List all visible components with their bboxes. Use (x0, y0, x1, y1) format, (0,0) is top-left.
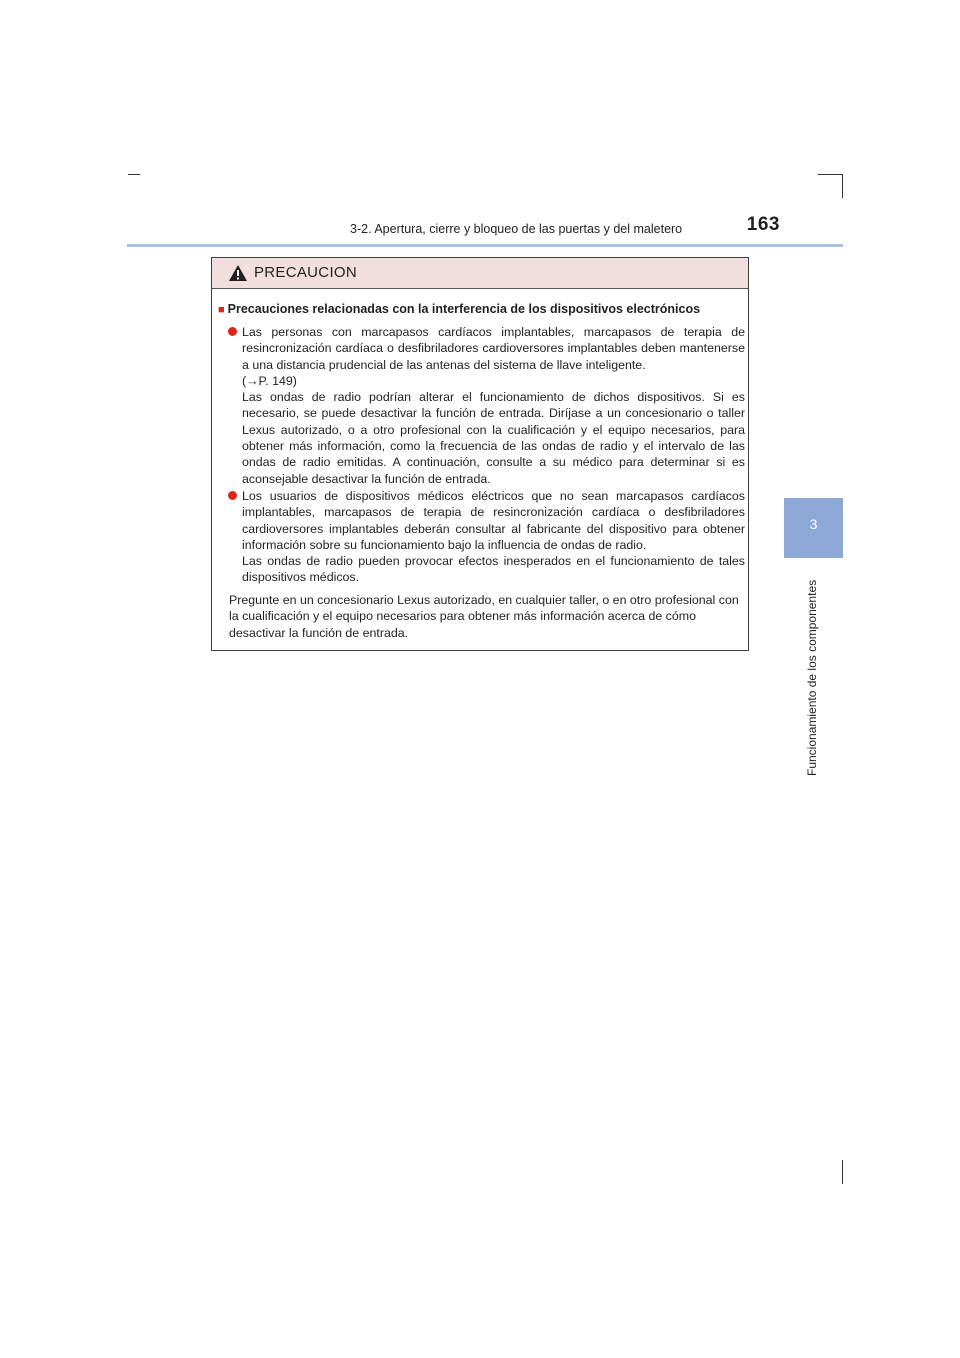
bullet-item (242, 488, 745, 586)
chapter-label: Funcionamiento de los componentes (805, 579, 819, 776)
bullet-item (242, 324, 745, 487)
warning-title: PRECAUCION (254, 264, 358, 281)
warning-triangle-icon (228, 264, 248, 282)
bullet-paragraph: Los usuarios de dispositivos médicos eléctricos que no sean marcapasos cardíacos implantables, marcapasos de terapia de resincronización cardíaca o desfibriladores cardioversores implantables deberán consultar al fabricante del dispositivo para obtener información sobre su funcionamiento bajo la influencia de ondas de radio. (242, 489, 745, 552)
page-number: 163 (746, 214, 780, 235)
bullet-paragraph: Las ondas de radio pueden provocar efectos inesperados en el funcionamiento de tales dispositivos médicos. (242, 554, 745, 585)
closing-text: Pregunte en un concesionario Lexus autorizado, en cualquier taller, o en otro profesional con la cualificación y el equipo necesarios para obtener más información acerca de cómo desactivar la función de entrada. (229, 593, 739, 640)
warning-header (212, 258, 748, 289)
bullet-dot-icon (228, 491, 237, 500)
square-bullet-icon: ■ (218, 304, 225, 316)
chapter-label-wrap (805, 566, 825, 776)
crop-mark (128, 174, 140, 175)
crop-mark (842, 1160, 843, 1184)
crop-mark (842, 174, 843, 198)
bullet-dot-icon (228, 327, 237, 336)
page-reference: (→P. 149) (242, 373, 297, 388)
bullet-paragraph: Las personas con marcapasos cardíacos implantables, marcapasos de terapia de resincronización cardíaca o desfibriladores cardioversores implantables deben mantenerse a una distancia prudencial de las antenas del sistema de llave inteligente. (242, 325, 745, 372)
section-heading-text: Precauciones relacionadas con la interferencia de los dispositivos electrónicos (227, 302, 701, 316)
chapter-tab (784, 498, 843, 558)
bullet-paragraph: Las ondas de radio podrían alterar el funcionamiento de dichos dispositivos. Si es necesario, se puede desactivar la función de entrada. Diríjase a un concesionario o taller Lexus autorizado, o a otro profesional con la cualificación y el equipo necesarios, para obtener más información, como la frecuencia de las ondas de radio y el intervalo de las ondas de radio emitidas. A continuación, consulte a su médico para determinar si es aconsejable desactivar la función de entrada. (242, 390, 745, 486)
crop-mark (818, 174, 842, 175)
closing-paragraph (229, 592, 741, 641)
section-heading (218, 302, 748, 316)
running-header: 3-2. Apertura, cierre y bloqueo de las puertas y del maletero (350, 222, 683, 236)
header-rule (127, 244, 843, 247)
warning-box (211, 257, 749, 651)
chapter-number: 3 (809, 516, 818, 532)
warning-body (212, 288, 748, 650)
